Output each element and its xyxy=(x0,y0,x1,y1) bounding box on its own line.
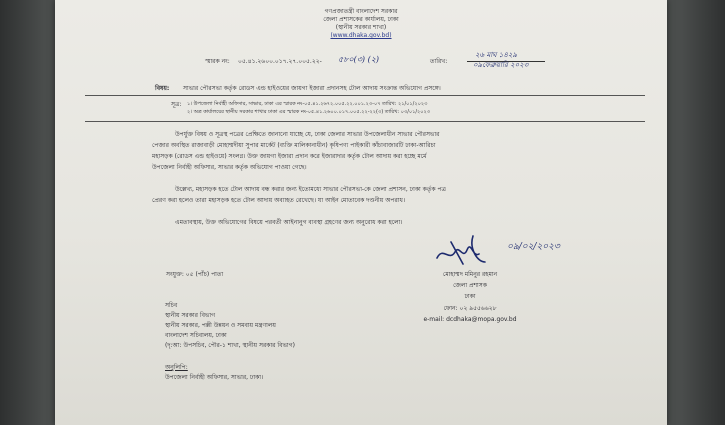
memo-handwritten-number: ৫৮০(৩) (২) xyxy=(338,55,380,64)
date-bangla: ২৬ মাঘ ১৪২৯ xyxy=(475,51,517,59)
document-page xyxy=(55,0,667,425)
copy-label: অনুলিপি: xyxy=(165,364,188,371)
signer-phone: ফোন: ০২ ৯৫৫৬৬২৮ xyxy=(443,305,497,312)
recipient-line-3: বাংলাদেশ সচিবালয়, ঢাকা xyxy=(165,332,227,339)
body-p1-line-1: উপর্যুক্ত বিষয় ও সূত্রস্থ পত্রের প্রেক্ষিতে জানানো যাচ্ছে যে, ঢাকা জেলার সাভার উপজেলাধীন সাভার পৌরসভার xyxy=(175,131,440,138)
recipient-line-2: স্থানীয় সরকার, পল্লী উন্নয়ন ও সমবায় মন্ত্রণালয় xyxy=(165,322,276,329)
reference-label: সূত্র: xyxy=(171,101,182,108)
subject-label: বিষয়: xyxy=(155,85,170,92)
reference-item-2: ২। অত্র কার্যালয়ের স্থানীয় সরকার শাখার ঢাকা এর স্মারক নং-০৫.৪১.২৬০০.০১৭.০০৫.২২-২২(৩) তারিখ: ০৩/০১/২০২৩ xyxy=(187,109,431,115)
memo-number: ০৫.৪১.২৬০০.০১৭.২৭.০০৫.২২- xyxy=(238,58,322,65)
date-english: ০৯ফেব্রুয়ারি ২০২৩ xyxy=(473,61,529,69)
header-website: (www.dhaka.gov.bd) xyxy=(330,32,392,39)
body-p1-line-3: মহাসড়ক (রোডস এন্ড হাইওয়ে) সংলগ্ন। উক্ত জায়গা ইজারা প্রদান করে ইজারাদার কর্তৃক টোল আদায় করা হচ্ছে মর্মে xyxy=(152,153,427,160)
subject-divider xyxy=(85,95,645,96)
date-label: তারিখ: xyxy=(430,58,448,65)
recipient-line-1: স্থানীয় সরকার বিভাগ xyxy=(165,312,216,319)
signer-designation: জেলা প্রশাসক xyxy=(453,282,487,289)
body-p2-line-2: প্রেরণ করা হলেও তারা মহাসড়ক হতে টোল আদায় অব্যাহত রেখেছে। যা আইন মোতাবেক দণ্ডনীয় অপরাধ। xyxy=(152,197,406,204)
memo-label: স্মারক নং: xyxy=(205,58,230,65)
body-p1-line-2: পেজার অবস্থিত রাজাবাড়ী মোহাম্মদীয়া সুপার মার্কেট (ব্যক্তি মালিকানাধীন) কৃষিপণ্য পাইকারী কাঁচাবাজারটি ঢাকা-আরিচা xyxy=(152,142,436,149)
subject-text: সাভার পৌরসভা কর্তৃক রোডস এন্ড হাইওয়ের জায়গা ইজারা প্রদানসহ টোল আদায় সংক্রান্ত অভিযোগ প্রসঙ্গে। xyxy=(183,85,441,92)
body-p3: এমতাবস্থায়, উক্ত অভিযোগের বিষয়ে পরবর্তী আইনানুগ ব্যবস্থা গ্রহণের জন্য অনুরোধ করা হলো। xyxy=(175,219,403,226)
signature-scribble xyxy=(433,232,503,270)
signer-name: মোহাম্মদ মমিনুর রহমান xyxy=(442,271,498,278)
body-p2-line-1: উল্লেখ্য, মহাসড়ক হতে টোল আদায় বন্ধ করার জন্য ইতোমধ্যে সাভার পৌরসভা-কে জেলা প্রশাসন, ঢাকা কর্তৃক পত্র xyxy=(175,186,446,193)
signer-email: e-mail: dcdhaka@mopa.gov.bd xyxy=(423,316,517,323)
header-line-3: (স্থানীয় সরকার শাখা) xyxy=(335,24,387,31)
header-line-2: জেলা প্রশাসকের কার্যালয়, ঢাকা xyxy=(323,16,399,23)
reference-item-1: ১। উপজেলা নির্বাহী অফিসার, সাভার, ঢাকা এর স্মারক নং-০৫.৪১.২৬৭২.০০৫.২২.০০১.২৩-০৭ তারিখ: ২১/০১/২০২৩ xyxy=(187,101,428,107)
recipient-label: সচিব xyxy=(165,302,178,309)
body-p1-line-4: উপজেলা নির্বাহী অফিসার, সাভার কর্তৃক অভিযোগ পাওয়া গেছে। xyxy=(152,164,307,171)
copy-item-1: উপজেলা নির্বাহী অফিসার, সাভার, ঢাকা। xyxy=(165,374,264,381)
reference-divider xyxy=(85,121,645,122)
header-line-1: গণপ্রজাতন্ত্রী বাংলাদেশ সরকার xyxy=(324,8,398,15)
signature-handwritten-date: ০৯/০২/২০২৩ xyxy=(507,242,560,252)
recipient-line-4: (দৃ:আ: উপসচিব, পৌর-১ শাখা, স্থানীয় সরকার বিভাগ) xyxy=(165,342,295,349)
attachment-note: সংযুক্ত: ০৫ (পাঁচ) পাতা xyxy=(166,271,224,278)
signer-place: ঢাকা xyxy=(464,293,476,300)
